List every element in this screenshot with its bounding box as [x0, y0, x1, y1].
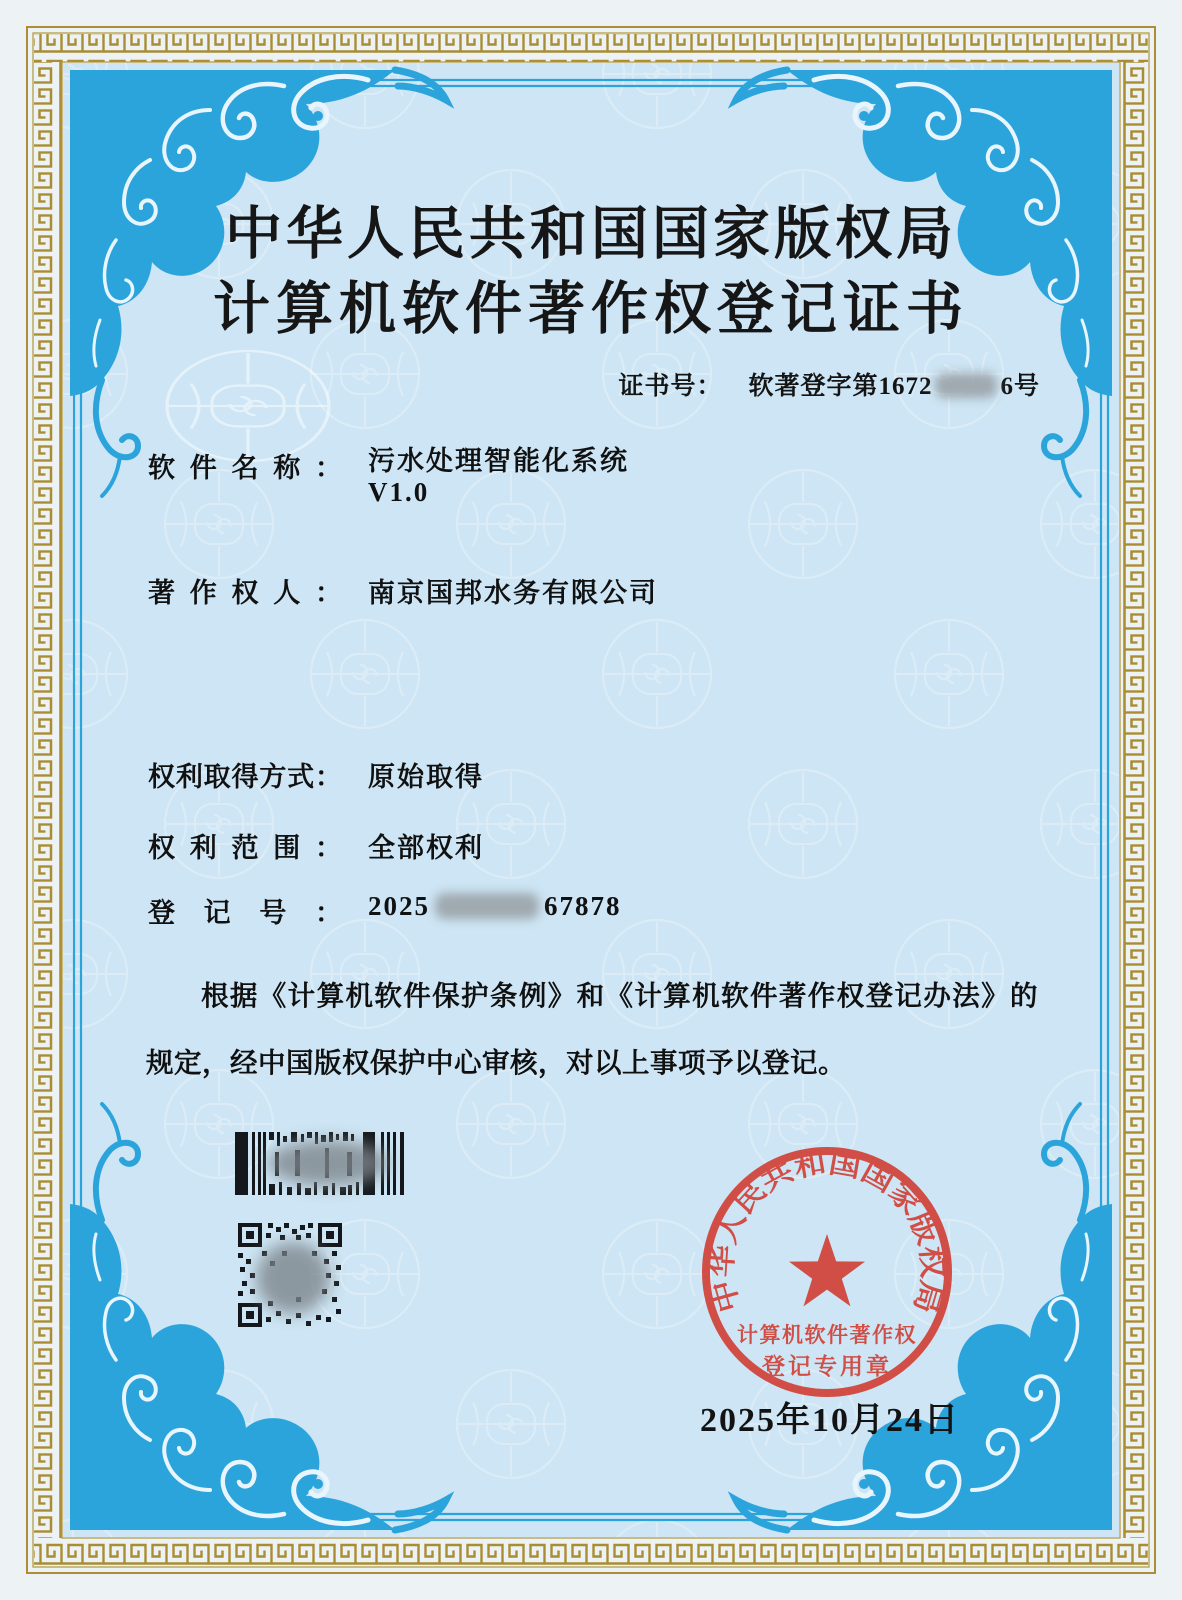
registration-statement: 根据《计算机软件保护条例》和《计算机软件著作权登记办法》的规定，经中国版权保护中心审核，对以上事项予以登记。: [146, 980, 1038, 1078]
field-value: [368, 446, 629, 508]
field-acquisition-method: [148, 755, 484, 794]
certificate-title: 计算机软件著作权登记证书: [213, 278, 969, 341]
acquisition-value: 原始取得: [368, 762, 484, 792]
registration-value: [368, 891, 622, 922]
field-label: 登记号：: [148, 898, 342, 928]
owner-value: 南京国邦水务有限公司: [368, 578, 658, 608]
seal-ring-text: 中华人民共和国国家版权局: [706, 1147, 948, 1316]
official-seal: [700, 1126, 956, 1418]
field-copyright-owner: [148, 571, 658, 610]
svg-text:中华人民共和国国家版权局: [705, 1146, 949, 1317]
issue-date: 2025年10月24日: [700, 1402, 960, 1439]
field-software-name: [148, 446, 629, 508]
seal-star-icon: [789, 1234, 865, 1306]
field-label: 软件名称：: [148, 453, 342, 483]
blurred-certificate-digits: [935, 373, 997, 398]
seal-line1: 计算机软件著作权: [737, 1323, 917, 1347]
scope-value: 全部权利: [368, 833, 484, 863]
software-name-value: 污水处理智能化系统: [368, 446, 629, 476]
embossed-emblem-watermark: [167, 351, 329, 461]
blurred-registration-digits: [435, 893, 539, 919]
registration-suffix: 67878: [544, 891, 622, 921]
field-label: 权利范围：: [148, 833, 342, 863]
certificate-number-prefix: 软著登字第1672: [748, 373, 933, 400]
qr-blur-redaction: [256, 1242, 330, 1314]
field-label: 著作权人：: [148, 578, 342, 608]
seal-line2: 登记专用章: [762, 1354, 892, 1379]
field-registration-number: [148, 891, 622, 930]
authority-title: 中华人民共和国国家版权局: [225, 203, 957, 266]
certificate-number-line: [618, 366, 1040, 402]
software-version: V1.0: [368, 477, 430, 507]
field-label: 权利取得方式：: [148, 762, 342, 792]
certificate-number-label: 证书号：: [618, 373, 723, 400]
registration-prefix: 2025: [368, 891, 430, 921]
field-rights-scope: [148, 826, 484, 865]
barcode-blur-redaction: [268, 1140, 388, 1186]
certificate-number-suffix: 6号: [1000, 373, 1040, 400]
